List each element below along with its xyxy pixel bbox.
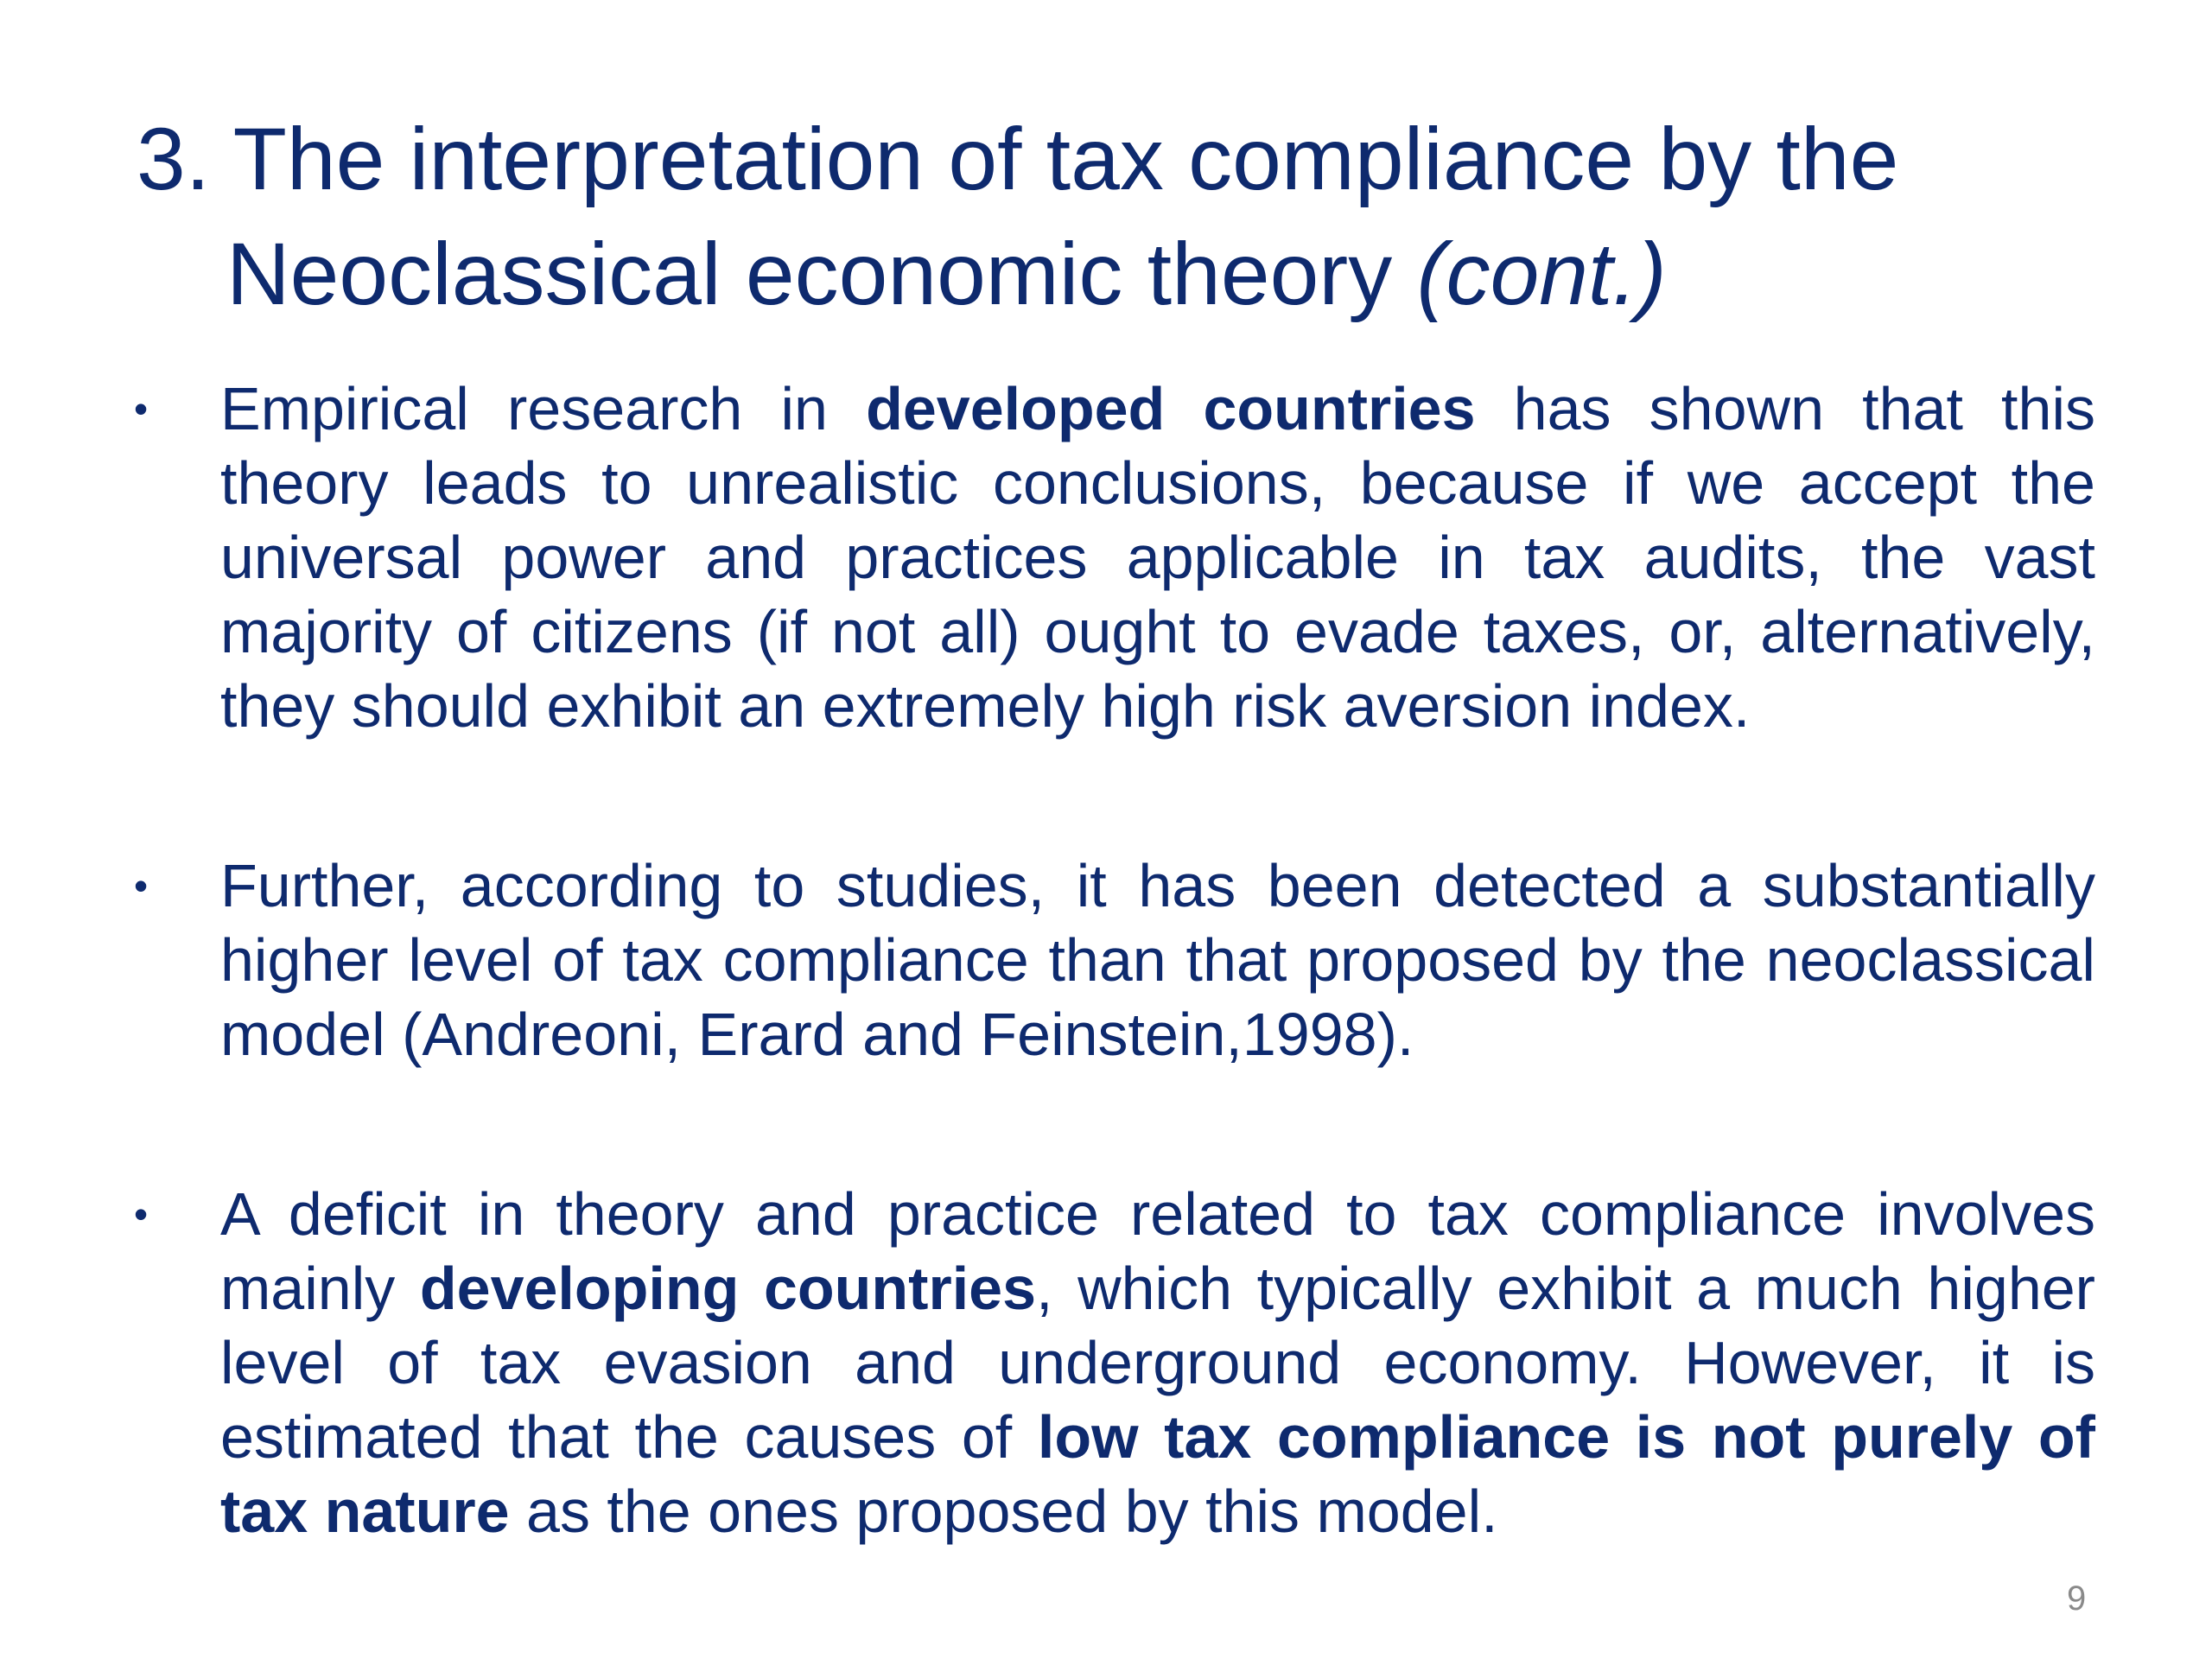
bullet-icon: • (134, 1192, 149, 1236)
bullet-item (134, 1177, 2095, 1548)
bullet-item (134, 372, 2095, 743)
bullet-text: has shown that this theory leads to unrealistic conclusions, because if we accept the universal power and practices applicable in tax audits, the vast majority of citizens (if not all) ought to evade taxes, or, alternatively, they should exhibit an extremely high risk aversion index. (220, 375, 2095, 740)
bullet-list (134, 372, 2095, 1548)
bullet-text: A deficit in theory and practice related to tax compliance involves mainly (220, 1180, 2095, 1322)
bullet-text-bold: developed countries (866, 375, 1476, 442)
slide-title-line2 (137, 217, 2089, 332)
bullet-text-bold: developing countries (419, 1255, 1037, 1322)
slide-title-cont: (cont.) (1416, 225, 1667, 323)
bullet-text: , which typically exhibit a much higher level of tax evasion and underground economy. However, it is estimated that the causes of (220, 1255, 2095, 1471)
bullet-item (134, 849, 2095, 1071)
bullet-icon: • (134, 386, 149, 431)
slide-title-line1: 3. The interpretation of tax compliance by the (137, 110, 1899, 208)
bullet-icon: • (134, 863, 149, 908)
page-number: 9 (2067, 1580, 2087, 1618)
bullet-text-bold: low tax compliance is not purely of tax nature (220, 1403, 2095, 1545)
bullet-text: as the ones proposed by this model. (509, 1478, 1498, 1545)
slide-title (137, 102, 2089, 332)
bullet-text: Empirical research in (220, 375, 867, 442)
bullet-text: Further, according to studies, it has been detected a substantially higher level of tax compliance than that proposed by the neoclassical model (Andreoni, Erard and Feinstein,1998). (220, 852, 2095, 1068)
slide-title-line2-text: Neoclassical economic theory (226, 225, 1417, 323)
